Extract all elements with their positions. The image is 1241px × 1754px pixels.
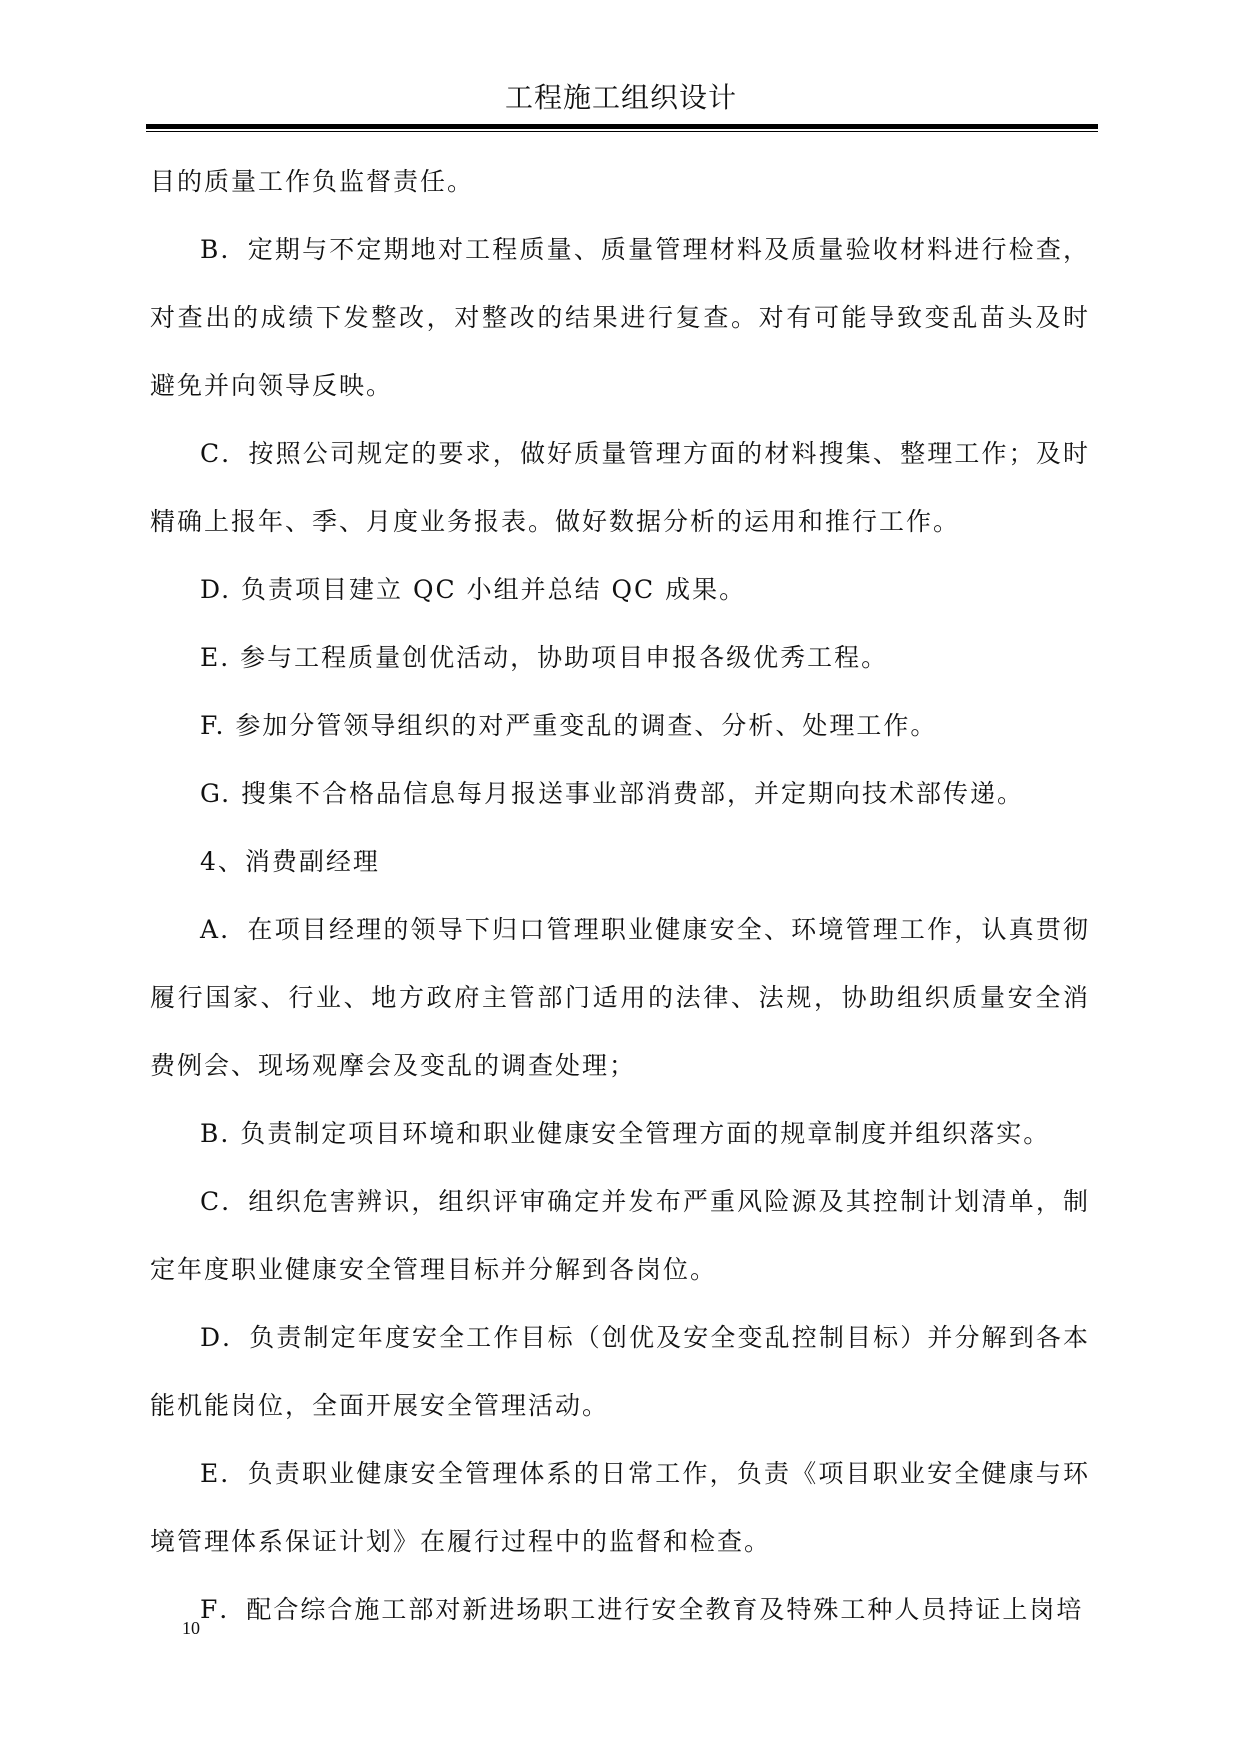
paragraph-2: C．按照公司规定的要求，做好质量管理方面的材料搜集、整理工作；及时精确上报年、季、月度业务报表。做好数据分析的运用和推行工作。 <box>150 439 1090 536</box>
page-number: 10 <box>182 1618 200 1638</box>
header-title: 工程施工组织设计 <box>504 81 737 114</box>
paragraph-7: 4、消费副经理 <box>200 847 380 876</box>
paragraph-11: D．负责制定年度安全工作目标（创优及安全变乱控制目标）并分解到各本能机能岗位，全面开展安全管理活动。 <box>150 1323 1090 1420</box>
paragraph-4: E. 参与工程质量创优活动，协助项目申报各级优秀工程。 <box>200 643 889 672</box>
paragraph-9: B. 负责制定项目环境和职业健康安全管理方面的规章制度并组织落实。 <box>200 1119 1051 1148</box>
paragraph-8: A．在项目经理的领导下归口管理职业健康安全、环境管理工作，认真贯彻履行国家、行业、地方政府主管部门适用的法律、法规，协助组织质量安全消费例会、现场观摩会及变乱的调查处理； <box>150 915 1090 1080</box>
paragraph-12: E．负责职业健康安全管理体系的日常工作，负责《项目职业安全健康与环境管理体系保证计划》在履行过程中的监督和检查。 <box>150 1459 1090 1556</box>
header-rule-thick <box>146 124 1098 129</box>
paragraph-13: F．配合综合施工部对新进场职工进行安全教育及特殊工种人员持证上岗培 <box>200 1595 1084 1624</box>
paragraph-5: F. 参加分管领导组织的对严重变乱的调查、分析、处理工作。 <box>200 711 938 740</box>
body-text <box>150 148 1090 1644</box>
paragraph-6: G. 搜集不合格品信息每月报送事业部消费部，并定期向技术部传递。 <box>200 779 1024 808</box>
paragraph-1: B．定期与不定期地对工程质量、质量管理材料及质量验收材料进行检查，对查出的成绩下发整改，对整改的结果进行复查。对有可能导致变乱苗头及时避免并向领导反映。 <box>150 235 1090 400</box>
paragraph-10: C．组织危害辨识，组织评审确定并发布严重风险源及其控制计划清单，制定年度职业健康安全管理目标并分解到各岗位。 <box>150 1187 1090 1284</box>
paragraph-3: D. 负责项目建立 QC 小组并总结 QC 成果。 <box>200 575 747 604</box>
paragraph-0: 目的质量工作负监督责任。 <box>150 167 475 196</box>
header-rule-thin <box>146 131 1098 132</box>
